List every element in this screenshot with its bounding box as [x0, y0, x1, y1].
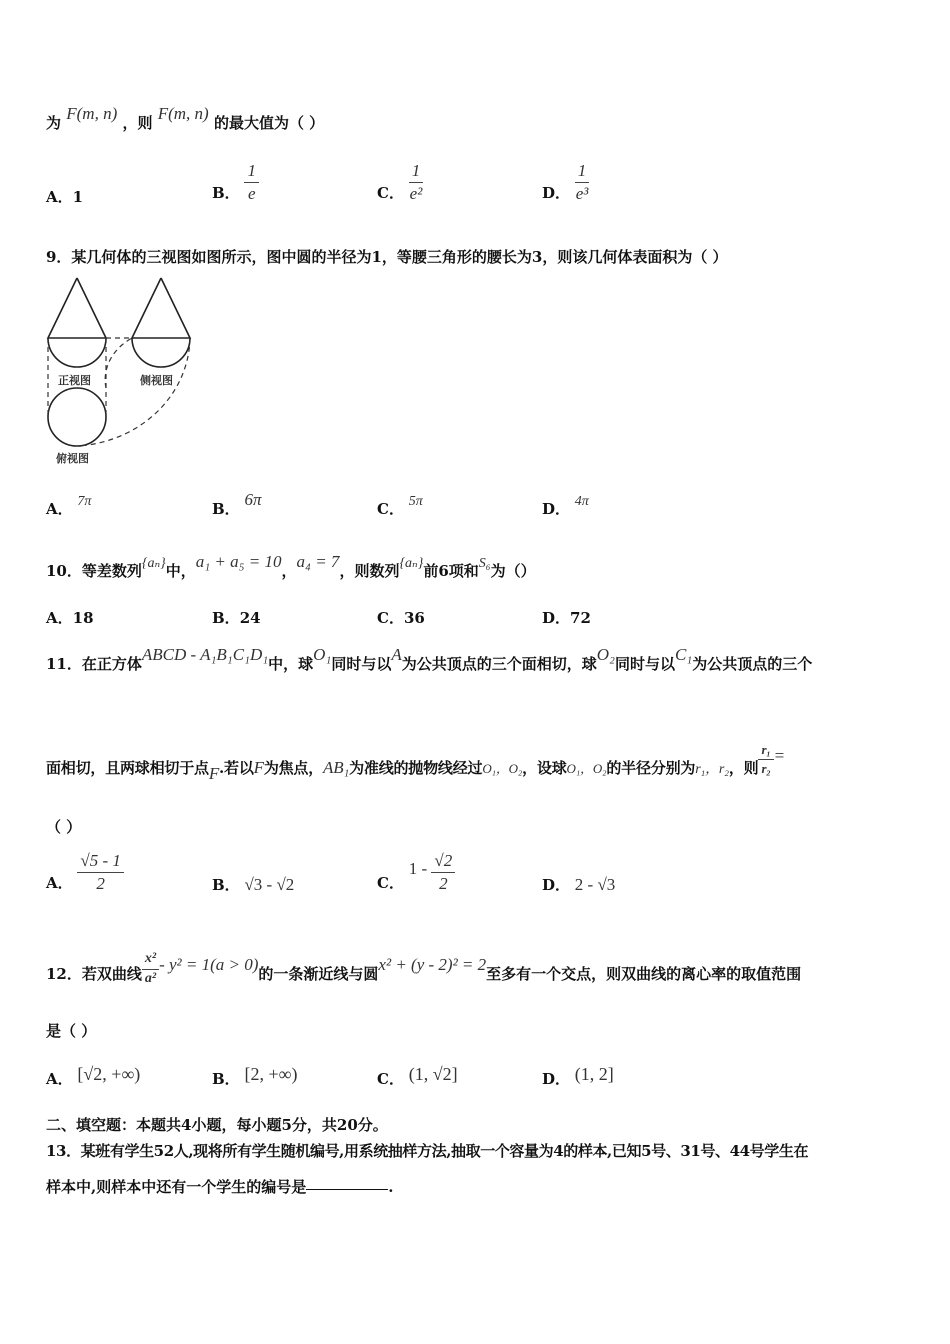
q9-option-d[interactable]: D． 4π [542, 494, 589, 518]
q12-line-2: 是（ ） [46, 1022, 97, 1040]
q8-option-b[interactable]: B． $\frac{1}{e}$ [212, 162, 259, 203]
answer-blank[interactable] [306, 1189, 388, 1190]
q12-option-b[interactable]: B． [2, +∞) [212, 1064, 298, 1088]
side-view-label: 侧视图 [140, 374, 173, 387]
q13-line-2: 样本中,则样本中还有一个学生的编号是 . [46, 1178, 394, 1196]
q8-fmn-1: F(m, n) [66, 104, 118, 123]
q8-option-a[interactable]: A．1 [46, 188, 84, 206]
q8-option-d[interactable]: D． $\frac{1}{\text{e³}}$ [542, 161, 589, 203]
three-views-figure [44, 272, 204, 476]
q12-option-c[interactable]: C． (1, √2] [377, 1064, 458, 1088]
q11-option-b[interactable]: B． √3 - √2 [212, 875, 295, 894]
q8-fmn-2: F(m, n) [157, 104, 209, 123]
q8-line: 为 F(m, n) ，则 F(m, n) 的最大值为（ ） [46, 104, 325, 132]
q11-line-2: 面相切，且两球相切于点F.若以F为焦点，AB₁为准线的抛物线经过O₁，O₂，设球O₁，O₂的半径分别为r₁，r₂，则 $\frac{\text{r₁}}{\text{r₂}}$ = [46, 742, 785, 784]
q12-option-d[interactable]: D． (1, 2] [542, 1064, 614, 1088]
front-view-label: 正视图 [58, 374, 91, 387]
q9-option-b[interactable]: B． 6π [212, 490, 262, 518]
section-heading: 二、填空题：本题共4小题，每小题5分，共20分。 [46, 1116, 388, 1134]
q11-option-c[interactable]: C． 1 - $\frac{√2}{2}$ [377, 852, 455, 893]
q12-line-1: 12．若双曲线 $\frac{\text{x²}}{\text{a²}}$ - y² = 1(a > 0)的一条渐近线与圆x² + (y - 2)² = 2至多有一个交点，则双曲线的离心率的取值范围 [46, 951, 802, 986]
q10-option-a[interactable]: A．18 [46, 609, 94, 627]
q10-option-d[interactable]: D．72 [542, 609, 591, 627]
q11-ratio-fraction: $\frac{\text{r₁}}{\text{r₂}}$ [758, 743, 773, 775]
q11-option-a[interactable]: A． $\frac{√5 - 1}{2}$ [46, 852, 124, 893]
q10-text: 10．等差数列{aₙ}中，a₁ + a₅ = 10，a₄ = 7，则数列{aₙ}前6项和S₆为（） [46, 552, 536, 580]
q12-fraction: $\frac{\text{x²}}{\text{a²}}$ [142, 952, 159, 986]
q8-option-c[interactable]: C． $\frac{1}{\text{e²}}$ [377, 161, 423, 203]
top-view-label: 俯视图 [56, 452, 89, 465]
q11-line-3: （ ） [46, 818, 82, 836]
q8-option-d-fraction: $\frac{1}{\text{e³}}$ [575, 161, 589, 203]
q13-line-1: 13．某班有学生52人,现将所有学生随机编号,用系统抽样方法,抽取一个容量为4的样本,已知5号、31号、44号学生在 [46, 1142, 809, 1160]
q11-option-c-fraction: $\frac{√2}{2}$ [431, 852, 455, 893]
q9-text: 9．某几何体的三视图如图所示，图中圆的半径为1，等腰三角形的腰长为3，则该几何体表面积为（ ） [46, 248, 728, 266]
q11-line-1: 11．在正方体ABCD - A₁B₁C₁D₁中，球O₁同时与以A为公共顶点的三个面相切，球O₂同时与以C₁为公共顶点的三个 [46, 645, 813, 673]
q11-option-a-fraction: $\frac{√5 - 1}{2}$ [77, 852, 124, 893]
q11-option-d[interactable]: D． 2 - √3 [542, 875, 616, 894]
q8-option-c-fraction: $\frac{1}{\text{e²}}$ [409, 161, 423, 203]
q8-option-b-fraction: $\frac{1}{e}$ [244, 162, 259, 203]
q12-option-a[interactable]: A． [√2, +∞) [46, 1064, 141, 1088]
q10-option-b[interactable]: B．24 [212, 609, 261, 627]
q9-option-a[interactable]: A． 7π [46, 494, 92, 518]
q9-option-c[interactable]: C． 5π [377, 494, 423, 518]
q10-option-c[interactable]: C．36 [377, 609, 425, 627]
